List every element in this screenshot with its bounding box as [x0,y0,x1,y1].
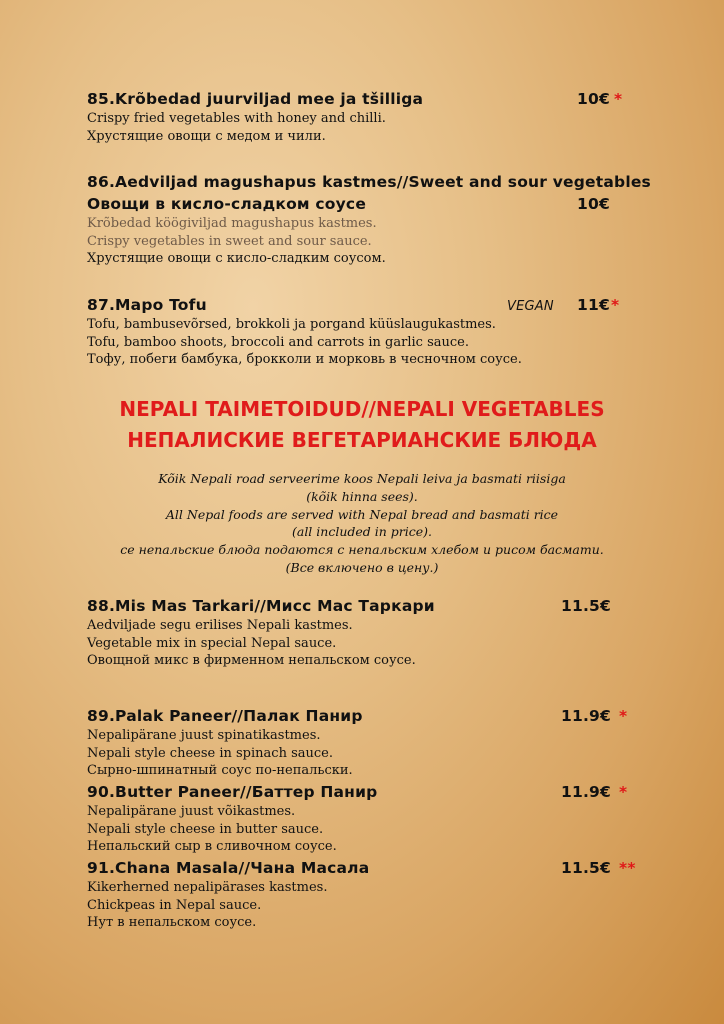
item-title: 85.Krõbedad juurviljad mee ja tšilliga [87,90,424,108]
item-description: Krõbedad köögiviljad magushapus kastmes. [87,216,377,231]
section-heading: NEPALI TAIMETOIDUD//NEPALI VEGETABLES [119,397,605,421]
item-description: Tofu, bambusevõrsed, brokkoli ja porgand küüslaugukastmes. [87,317,496,332]
note-line: (kõik hinna sees). [306,488,418,504]
item-title: 88.Mis Mas Tarkari//Мисс Мас Таркари [87,597,435,615]
spicy-marker: * [610,296,620,314]
item-description: Vegetable mix in special Nepal sauce. [87,635,337,651]
spicy-marker: ** [619,859,636,877]
item-description: Aedviljade segu erilises Nepali kastmes. [87,618,353,633]
item-description: Хрустящие овощи с медом и чили. [87,128,326,144]
item-description: Непальский сыр в сливочном соусе. [87,839,337,854]
menu-item-89 [87,705,647,780]
note-line: се непальские блюда подаются с непальским хлебом и рисом басмати. [120,542,604,558]
item-description: Тофу, побеги бамбука, брокколи и морковь в чесночном соусе. [87,352,522,367]
item-price: 11€* [577,296,620,314]
item-description: Nepalipärane juust võikastmes. [87,804,296,819]
item-description: Хрустящие овощи с кисло-сладким соусом. [87,251,386,266]
item-title: 90.Butter Paneer//Баттер Панир [87,783,378,801]
spicy-marker: * [619,783,628,801]
item-description: Нут в непальском соусе. [87,915,257,930]
item-description: Nepali style cheese in butter sauce. [87,821,324,837]
menu-item-87 [87,294,647,369]
item-price: 10€ [577,195,610,213]
note-line: Kõik Nepali road serveerime koos Nepali leiva ja basmati riisiga [158,471,566,486]
item-price: 11.9€ * [561,707,628,725]
menu-item-91 [87,857,647,932]
section-note [0,470,724,577]
item-price: 10€ * [577,90,623,108]
item-description: Nepali style cheese in spinach sauce. [87,745,333,761]
menu-item-90 [87,781,647,856]
item-description: Tofu, bamboo shoots, broccoli and carrots in garlic sauce. [87,334,469,350]
item-title: 89.Palak Paneer//Палак Панир [87,707,363,725]
item-title: 87.Mapo Tofu [87,296,207,314]
item-price: 11.9€ * [561,783,628,801]
item-title-secondary: Овощи в кисло-сладком соусе [87,195,367,213]
note-line: (Все включено в цену.) [285,559,439,575]
spicy-marker: * [613,90,623,108]
note-line: All Nepal foods are served with Nepal bread and basmati rice [165,506,559,522]
item-description: Kikerherned nepalipärases kastmes. [87,880,328,895]
vegan-tag: VEGAN [507,299,554,314]
item-description: Овощной микс в фирменном непальском соусе. [87,653,416,668]
item-price: 11.5€ ** [561,859,636,877]
menu-item-88 [87,595,647,670]
item-price: 11.5€ [561,597,612,615]
item-description: Chickpeas in Nepal sauce. [87,897,262,913]
item-description: Сырно-шпинатный соус по-непальски. [87,763,353,778]
item-title: 86.Aedviljad magushapus kastmes//Sweet and sour vegetables [87,173,651,191]
section-heading-ru: НЕПАЛИСКИЕ ВЕГЕТАРИАНСКИЕ БЛЮДА [127,428,597,452]
note-line: (all included in price). [291,524,432,540]
item-description: Crispy fried vegetables with honey and chilli. [87,111,386,126]
menu-item-85 [87,88,647,145]
item-description: Crispy vegetables in sweet and sour sauce. [87,233,372,249]
item-description: Nepalipärane juust spinatikastmes. [87,728,321,743]
item-title: 91.Chana Masala//Чана Масала [87,859,370,877]
spicy-marker: * [619,707,628,725]
menu-item-86 [87,171,687,268]
